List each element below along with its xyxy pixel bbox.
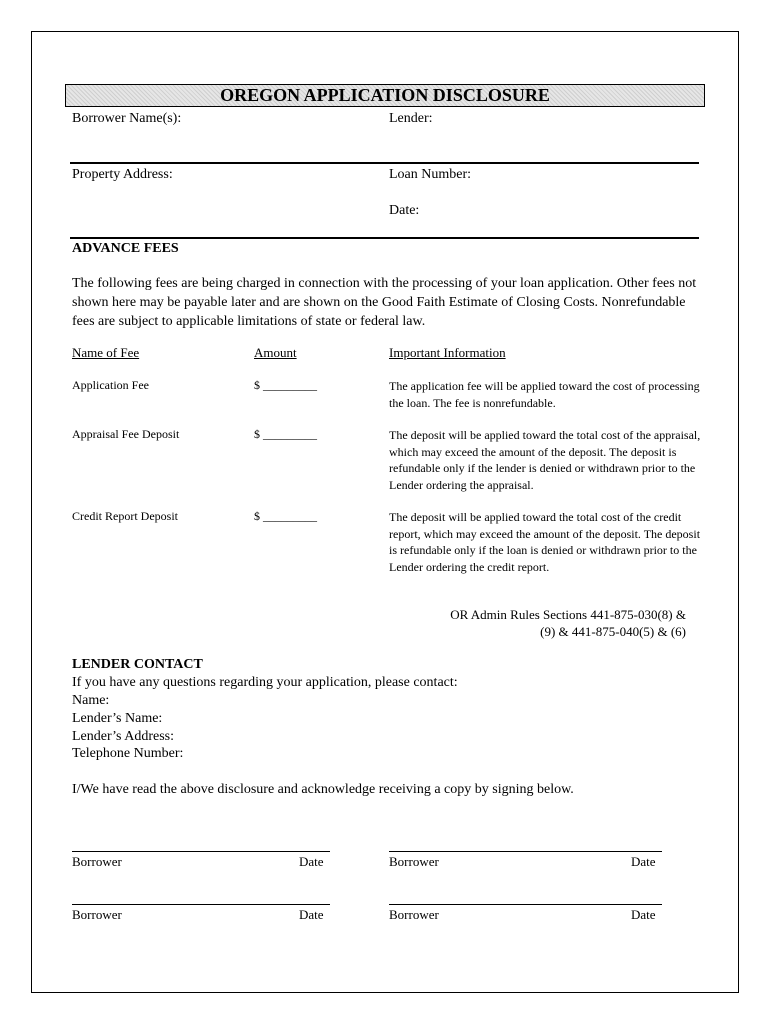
column-header-amount: Amount: [254, 345, 297, 360]
fee-amount: $ _________: [254, 427, 317, 441]
loan-number-label: Loan Number:: [389, 167, 472, 182]
borrower-names-label: Borrower Name(s):: [72, 111, 182, 126]
lender-name-label: Lender’s Name:: [72, 711, 163, 726]
lender-contact-intro: If you have any questions regarding your application, please contact:: [72, 675, 458, 690]
fee-info: The deposit will be applied toward the total cost of the credit report, which may exceed the amount of the deposit. The deposit is refundable only if the loan is denied or withdrawn prior to the Lender ordering the credit report.: [389, 510, 701, 574]
date-label: Date: [631, 907, 656, 922]
fee-info: The application fee will be applied toward the cost of processing the loan. The fee is nonrefundable.: [389, 379, 700, 410]
borrower-label: Borrower: [389, 854, 439, 869]
page-title: OREGON APPLICATION DISCLOSURE: [65, 84, 705, 107]
fee-info: The deposit will be applied toward the total cost of the appraisal, which may exceed the amount of the deposit. The deposit is refundable only if the lender is denied or withdrawn prior to the Lender ordering the appraisal.: [389, 428, 701, 492]
signature-line: [389, 851, 662, 852]
date-label: Date: [299, 854, 324, 869]
acknowledgment-text: I/We have read the above disclosure and acknowledge receiving a copy by signing below.: [72, 782, 574, 797]
divider: [70, 162, 699, 164]
fee-name: Application Fee: [72, 378, 149, 392]
property-address-label: Property Address:: [72, 167, 173, 182]
date-label: Date: [299, 907, 324, 922]
divider: [70, 237, 699, 239]
signature-line: [389, 904, 662, 905]
telephone-label: Telephone Number:: [72, 746, 184, 761]
fee-amount: $ _________: [254, 378, 317, 392]
lender-contact-heading: LENDER CONTACT: [72, 657, 203, 672]
advance-fees-heading: ADVANCE FEES: [72, 241, 179, 256]
citation-line-2: (9) & 441-875-040(5) & (6): [540, 624, 686, 639]
signature-line: [72, 904, 330, 905]
contact-name-label: Name:: [72, 693, 110, 708]
column-header-name: Name of Fee: [72, 345, 140, 360]
column-header-info: Important Information: [389, 345, 506, 360]
citation-line-1: OR Admin Rules Sections 441-875-030(8) &: [450, 607, 686, 622]
date-label: Date: [631, 854, 656, 869]
signature-line: [72, 851, 330, 852]
fee-name: Appraisal Fee Deposit: [72, 427, 180, 441]
borrower-label: Borrower: [72, 854, 122, 869]
date-label: Date:: [389, 203, 420, 218]
lender-label: Lender:: [389, 111, 433, 126]
fee-amount: $ _________: [254, 509, 317, 523]
advance-fees-intro: The following fees are being charged in connection with the processing of your loan application. Other fees not shown here may be payable later and are shown on the Good Faith Estimate of Closing Costs. Nonrefundable fees are subject to applicable limitations of state or federal law.: [72, 276, 697, 329]
fee-name: Credit Report Deposit: [72, 509, 178, 523]
borrower-label: Borrower: [389, 907, 439, 922]
borrower-label: Borrower: [72, 907, 122, 922]
lender-address-label: Lender’s Address:: [72, 729, 174, 744]
